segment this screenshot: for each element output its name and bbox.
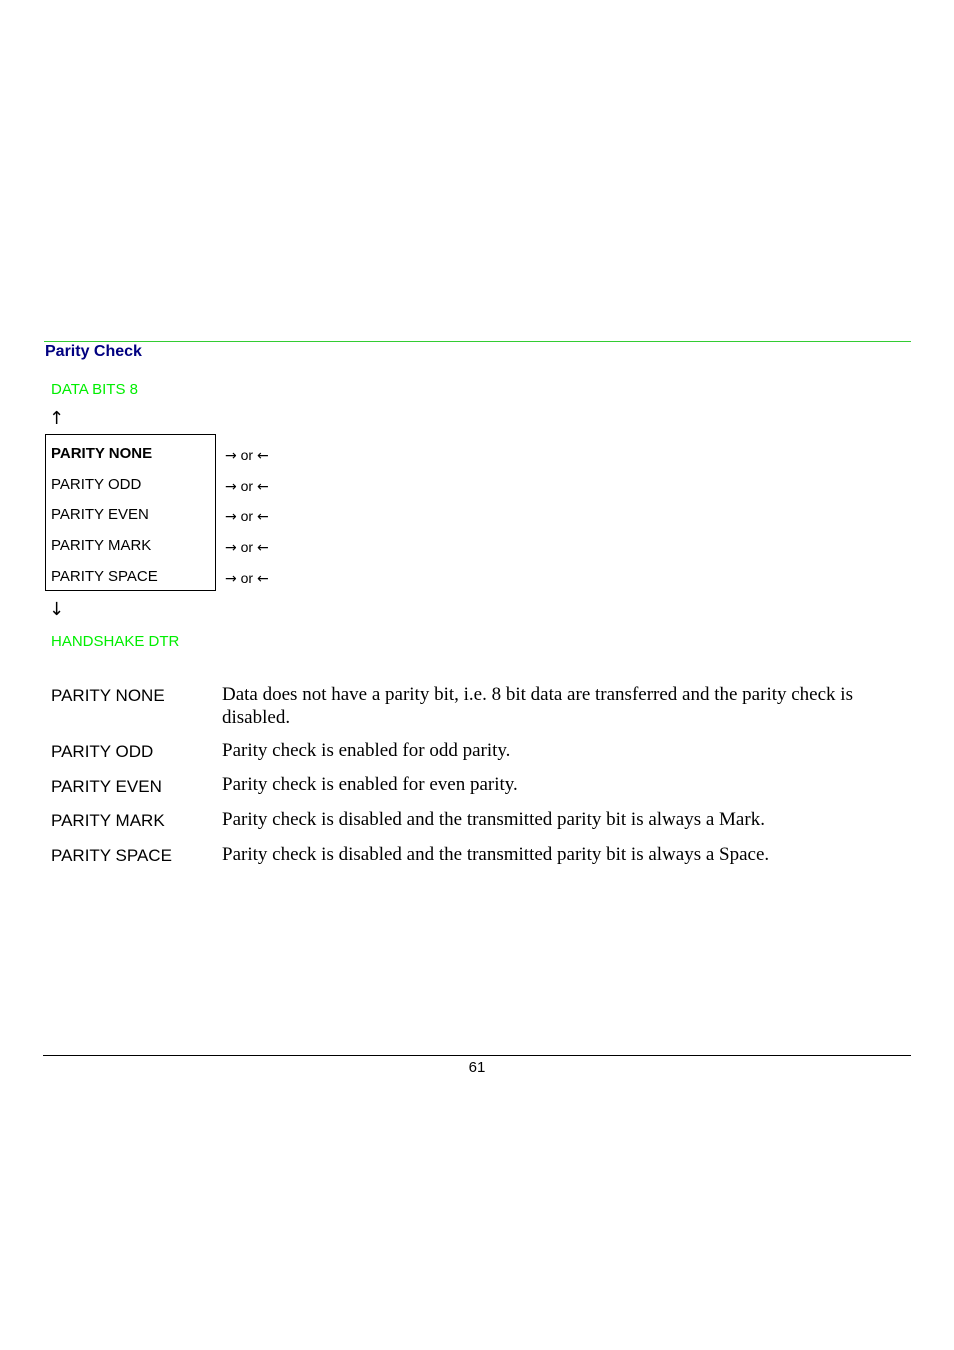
section-title: Parity Check xyxy=(45,343,142,360)
key-hint-or: or xyxy=(240,539,254,555)
description-term: PARITY ODD xyxy=(51,742,154,761)
key-hint-or: or xyxy=(240,570,254,586)
menu-item-parity-even[interactable]: PARITY EVEN xyxy=(51,506,149,523)
key-hint xyxy=(225,507,269,526)
down-arrow-icon: ↓ xyxy=(49,599,65,620)
right-arrow-icon: → xyxy=(225,479,237,495)
description-term: PARITY EVEN xyxy=(51,777,162,796)
section-top-rule xyxy=(44,341,911,342)
page-number: 61 xyxy=(468,1059,486,1076)
key-hint-or: or xyxy=(240,447,254,463)
parity-menu xyxy=(45,434,216,591)
right-arrow-icon: → xyxy=(225,540,237,556)
left-arrow-icon: ← xyxy=(256,509,269,525)
nav-next-setting: HANDSHAKE DTR xyxy=(51,633,180,650)
left-arrow-icon: ← xyxy=(256,540,269,556)
up-arrow-icon: ↑ xyxy=(49,408,65,429)
key-hint-or: or xyxy=(240,478,254,494)
right-arrow-icon: → xyxy=(225,571,237,587)
key-hint xyxy=(225,538,269,557)
description-term: PARITY NONE xyxy=(51,686,165,705)
menu-item-parity-space[interactable]: PARITY SPACE xyxy=(51,568,158,585)
menu-item-parity-mark[interactable]: PARITY MARK xyxy=(51,537,152,554)
key-hint xyxy=(225,569,269,588)
left-arrow-icon: ← xyxy=(256,479,269,495)
footer-rule xyxy=(43,1055,911,1056)
description-term: PARITY SPACE xyxy=(51,846,172,865)
key-hint xyxy=(225,477,269,496)
description-text: Parity check is disabled and the transmitted parity bit is always a Mark. xyxy=(222,809,765,830)
right-arrow-icon: → xyxy=(225,448,237,464)
left-arrow-icon: ← xyxy=(256,448,269,464)
right-arrow-icon: → xyxy=(225,509,237,525)
description-text: Data does not have a parity bit, i.e. 8 bit data are transferred and the parity check is disabled. xyxy=(222,684,853,728)
description-term: PARITY MARK xyxy=(51,811,165,830)
description-text: Parity check is enabled for odd parity. xyxy=(222,740,511,761)
description-text: Parity check is enabled for even parity. xyxy=(222,774,518,795)
nav-previous-setting: DATA BITS 8 xyxy=(51,381,138,398)
key-hint-or: or xyxy=(240,508,254,524)
key-hint xyxy=(225,446,269,465)
left-arrow-icon: ← xyxy=(256,571,269,587)
description-text: Parity check is disabled and the transmitted parity bit is always a Space. xyxy=(222,844,770,865)
menu-item-parity-none[interactable]: PARITY NONE xyxy=(51,445,153,462)
menu-item-parity-odd[interactable]: PARITY ODD xyxy=(51,476,142,493)
